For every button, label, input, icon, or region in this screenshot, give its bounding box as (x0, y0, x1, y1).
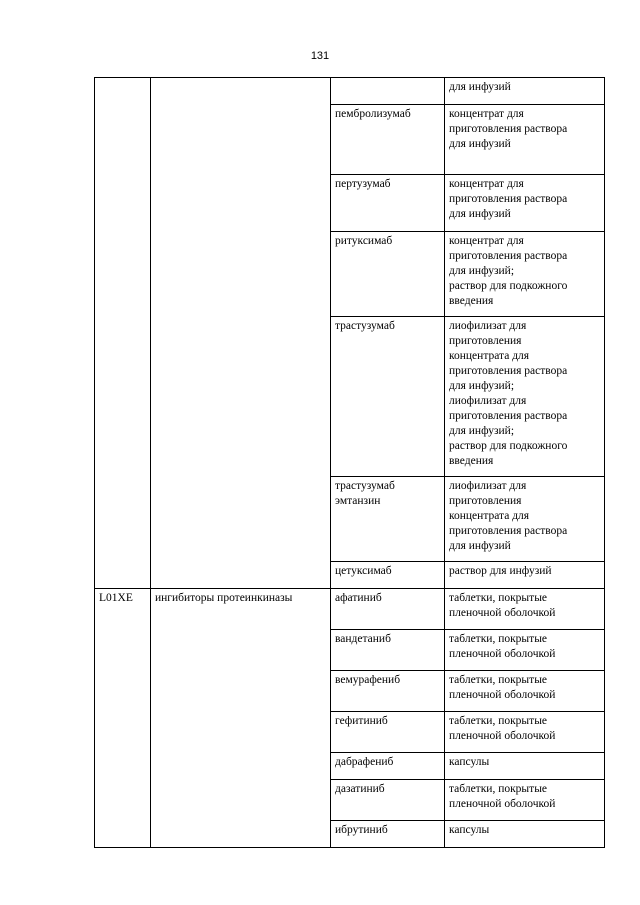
dosage-form-cell: таблетки, покрытые пленочной оболочкой (445, 712, 605, 753)
drug-name-cell: вемурафениб (331, 671, 445, 712)
dosage-form-cell: раствор для инфузий (445, 562, 605, 589)
dosage-form-cell: концентрат для приготовления раствора для инфузий; раствор для подкожного введения (445, 232, 605, 317)
atc-code-cell: L01XE (95, 589, 151, 848)
drug-name-cell: вандетаниб (331, 630, 445, 671)
group-name-cell: ингибиторы протеинкиназы (151, 589, 331, 848)
dosage-form-cell: таблетки, покрытые пленочной оболочкой (445, 671, 605, 712)
dosage-form-cell: лиофилизат для приготовления концентрата для приготовления раствора для инфузий (445, 477, 605, 562)
drug-name-cell: афатиниб (331, 589, 445, 630)
group-name-cell (151, 78, 331, 589)
drug-name-cell: пембролизумаб (331, 105, 445, 175)
table-row (95, 78, 605, 105)
dosage-form-cell: для инфузий (445, 78, 605, 105)
drug-table (94, 77, 605, 848)
page-number: 131 (310, 50, 330, 62)
drug-name-cell: гефитиниб (331, 712, 445, 753)
dosage-form-cell: капсулы (445, 821, 605, 848)
table-row (95, 589, 605, 630)
drug-name-cell: ибрутиниб (331, 821, 445, 848)
dosage-form-cell: концентрат для приготовления раствора для инфузий (445, 175, 605, 232)
dosage-form-cell: таблетки, покрытые пленочной оболочкой (445, 589, 605, 630)
drug-name-cell: дабрафениб (331, 753, 445, 780)
dosage-form-cell: таблетки, покрытые пленочной оболочкой (445, 780, 605, 821)
drug-name-cell: трастузумаб эмтанзин (331, 477, 445, 562)
drug-name-cell: пертузумаб (331, 175, 445, 232)
drug-name-cell (331, 78, 445, 105)
dosage-form-cell: капсулы (445, 753, 605, 780)
dosage-form-cell: концентрат для приготовления раствора для инфузий (445, 105, 605, 175)
atc-code-cell (95, 78, 151, 589)
drug-table-body (95, 78, 605, 848)
dosage-form-cell: лиофилизат для приготовления концентрата для приготовления раствора для инфузий; лиофилизат для приготовления раствора для инфузий; раствор для подкожного введения (445, 317, 605, 477)
drug-name-cell: цетуксимаб (331, 562, 445, 589)
drug-name-cell: трастузумаб (331, 317, 445, 477)
drug-name-cell: дазатиниб (331, 780, 445, 821)
drug-name-cell: ритуксимаб (331, 232, 445, 317)
dosage-form-cell: таблетки, покрытые пленочной оболочкой (445, 630, 605, 671)
